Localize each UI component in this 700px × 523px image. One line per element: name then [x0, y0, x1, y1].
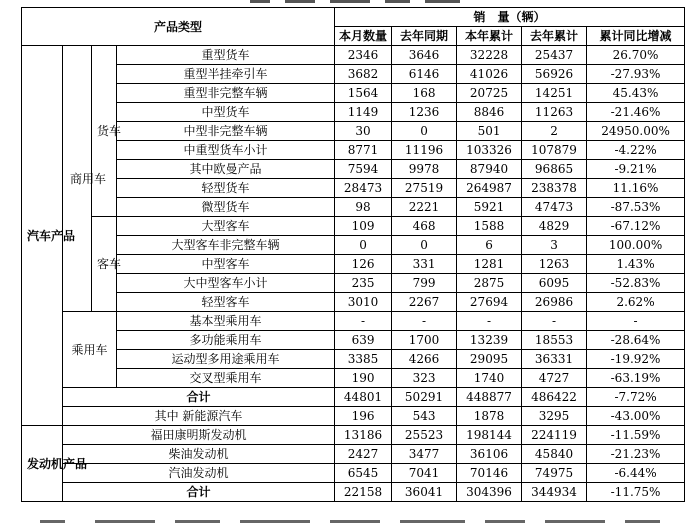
table-cell-value: -28.64% — [587, 331, 685, 350]
row-label: 中型货车 — [117, 103, 335, 122]
table-cell-value: 3477 — [392, 445, 457, 464]
row-label: 中型客车 — [117, 255, 335, 274]
table-cell-value: 8846 — [457, 103, 522, 122]
table-cell-value: 1281 — [457, 255, 522, 274]
table-row — [22, 141, 685, 160]
table-cell-value: 2267 — [392, 293, 457, 312]
table-cell-value: 11263 — [522, 103, 587, 122]
table-cell-value: 3010 — [335, 293, 392, 312]
table-cell-value: 22158 — [335, 483, 392, 502]
table-cell-value: 87940 — [457, 160, 522, 179]
table-cell-value: 304396 — [457, 483, 522, 502]
row-label: 汽油发动机 — [63, 464, 335, 483]
table-cell-value: 0 — [335, 236, 392, 255]
product-type-header: 产品类型 — [22, 8, 335, 46]
table-cell-value: 3385 — [335, 350, 392, 369]
table-cell-value: 107879 — [522, 141, 587, 160]
table-cell-value: 56926 — [522, 65, 587, 84]
table-cell-value: 26.70% — [587, 46, 685, 65]
row-label: 重型非完整车辆 — [117, 84, 335, 103]
col-header-ytd: 本年累计 — [457, 27, 522, 46]
table-cell-value: 36331 — [522, 350, 587, 369]
table-cell-value: 238378 — [522, 179, 587, 198]
table-cell-value: 198144 — [457, 426, 522, 445]
table-cell-value: 5921 — [457, 198, 522, 217]
row-label-new-energy: 其中 新能源汽车 — [63, 407, 335, 426]
table-cell-value: 45840 — [522, 445, 587, 464]
table-cell-value: 448877 — [457, 388, 522, 407]
table-cell-value: -6.44% — [587, 464, 685, 483]
sales-volume-table — [21, 7, 685, 502]
table-cell-value: 1700 — [392, 331, 457, 350]
table-cell-value: 1236 — [392, 103, 457, 122]
row-label: 柴油发动机 — [63, 445, 335, 464]
table-cell-value: 799 — [392, 274, 457, 293]
table-cell-value: -7.72% — [587, 388, 685, 407]
table-cell-value: 7594 — [335, 160, 392, 179]
group-trucks: 货车 — [92, 46, 117, 217]
table-cell-value: 8771 — [335, 141, 392, 160]
table-cell-value: 100.00% — [587, 236, 685, 255]
table-cell-value: -11.75% — [587, 483, 685, 502]
group-commercial-vehicles: 商用车 — [63, 46, 92, 312]
row-label: 轻型客车 — [117, 293, 335, 312]
table-cell-value: 3 — [522, 236, 587, 255]
group-buses: 客车 — [92, 217, 117, 312]
table-cell-value: 11.16% — [587, 179, 685, 198]
table-cell-value: 27694 — [457, 293, 522, 312]
table-cell-value: 25437 — [522, 46, 587, 65]
table-cell-value: -4.22% — [587, 141, 685, 160]
table-cell-value: -27.93% — [587, 65, 685, 84]
table-cell-value: -21.46% — [587, 103, 685, 122]
table-cell-value: 331 — [392, 255, 457, 274]
table-cell-value: 1588 — [457, 217, 522, 236]
table-cell-value: 4727 — [522, 369, 587, 388]
table-cell-value: 0 — [392, 236, 457, 255]
table-cell-value: 41026 — [457, 65, 522, 84]
table-cell-value: 323 — [392, 369, 457, 388]
table-cell-value: 4829 — [522, 217, 587, 236]
table-cell-value: 1149 — [335, 103, 392, 122]
table-cell-value: 70146 — [457, 464, 522, 483]
row-label: 重型半挂牵引车 — [117, 65, 335, 84]
table-cell-value: 30 — [335, 122, 392, 141]
table-cell-value: 264987 — [457, 179, 522, 198]
table-cell-value: 25523 — [392, 426, 457, 445]
table-cell-value: -43.00% — [587, 407, 685, 426]
table-row — [22, 407, 685, 426]
table-cell-value: 28473 — [335, 179, 392, 198]
row-label: 交叉型乘用车 — [117, 369, 335, 388]
table-cell-value: 11196 — [392, 141, 457, 160]
row-label: 基本型乘用车 — [117, 312, 335, 331]
row-label: 运动型多用途乘用车 — [117, 350, 335, 369]
table-cell-value: 543 — [392, 407, 457, 426]
table-cell-value: - — [392, 312, 457, 331]
table-row-total — [22, 388, 685, 407]
table-row — [22, 312, 685, 331]
table-cell-value: 4266 — [392, 350, 457, 369]
table-cell-value: 1740 — [457, 369, 522, 388]
row-label: 大型客车非完整车辆 — [117, 236, 335, 255]
table-cell-value: - — [335, 312, 392, 331]
table-cell-value: -63.19% — [587, 369, 685, 388]
table-cell-value: 36041 — [392, 483, 457, 502]
table-cell-value: 2.62% — [587, 293, 685, 312]
table-row — [22, 84, 685, 103]
table-cell-value: 96865 — [522, 160, 587, 179]
col-header-last-ytd: 去年累计 — [522, 27, 587, 46]
table-cell-value: 6095 — [522, 274, 587, 293]
table-row — [22, 198, 685, 217]
table-row — [22, 293, 685, 312]
row-label: 其中欧曼产品 — [117, 160, 335, 179]
col-header-month: 本月数量 — [335, 27, 392, 46]
table-row — [22, 464, 685, 483]
table-cell-value: - — [457, 312, 522, 331]
table-cell-value: 98 — [335, 198, 392, 217]
table-cell-value: 2875 — [457, 274, 522, 293]
table-row — [22, 160, 685, 179]
table-cell-value: - — [587, 312, 685, 331]
row-label: 大中型客车小计 — [117, 274, 335, 293]
group-passenger-vehicles: 乘用车 — [63, 312, 117, 388]
table-cell-value: 486422 — [522, 388, 587, 407]
cropped-text-above — [0, 0, 700, 6]
table-cell-value: 29095 — [457, 350, 522, 369]
table-cell-value: - — [522, 312, 587, 331]
table-cell-value: 126 — [335, 255, 392, 274]
table-cell-value: 26986 — [522, 293, 587, 312]
table-row — [22, 274, 685, 293]
table-cell-value: 109 — [335, 217, 392, 236]
table-row — [22, 65, 685, 84]
table-cell-value: 468 — [392, 217, 457, 236]
table-cell-value: 32228 — [457, 46, 522, 65]
table-cell-value: 3682 — [335, 65, 392, 84]
table-row — [22, 236, 685, 255]
sales-volume-header: 销 量（辆） — [335, 8, 685, 27]
table-cell-value: -19.92% — [587, 350, 685, 369]
cropped-text-below — [0, 517, 700, 523]
table-cell-value: 344934 — [522, 483, 587, 502]
row-label: 轻型货车 — [117, 179, 335, 198]
table-cell-value: 639 — [335, 331, 392, 350]
table-cell-value: 1878 — [457, 407, 522, 426]
table-cell-value: 2427 — [335, 445, 392, 464]
table-cell-value: 74975 — [522, 464, 587, 483]
table-cell-value: -21.23% — [587, 445, 685, 464]
table-cell-value: 44801 — [335, 388, 392, 407]
table-cell-value: 45.43% — [587, 84, 685, 103]
table-cell-value: 190 — [335, 369, 392, 388]
row-label: 多功能乘用车 — [117, 331, 335, 350]
table-cell-value: 14251 — [522, 84, 587, 103]
row-label: 中型非完整车辆 — [117, 122, 335, 141]
table-cell-value: 1263 — [522, 255, 587, 274]
table-cell-value: 168 — [392, 84, 457, 103]
group-auto-products: 汽车产品 — [22, 46, 63, 426]
row-label: 福田康明斯发动机 — [63, 426, 335, 445]
table-cell-value: 3646 — [392, 46, 457, 65]
table-cell-value: 7041 — [392, 464, 457, 483]
table-cell-value: 2 — [522, 122, 587, 141]
table-row — [22, 369, 685, 388]
table-cell-value: -67.12% — [587, 217, 685, 236]
table-cell-value: 196 — [335, 407, 392, 426]
table-cell-value: 47473 — [522, 198, 587, 217]
col-header-last-year-month: 去年同期 — [392, 27, 457, 46]
row-label: 中重型货车小计 — [117, 141, 335, 160]
group-engine-products: 发动机产品 — [22, 426, 63, 502]
table-cell-value: 2346 — [335, 46, 392, 65]
table-cell-value: 6146 — [392, 65, 457, 84]
col-header-yoy-change: 累计同比增减 — [587, 27, 685, 46]
table-row — [22, 331, 685, 350]
table-cell-value: 27519 — [392, 179, 457, 198]
table-cell-value: 18553 — [522, 331, 587, 350]
table-cell-value: 6 — [457, 236, 522, 255]
table-cell-value: 103326 — [457, 141, 522, 160]
table-cell-value: 1564 — [335, 84, 392, 103]
table-cell-value: 6545 — [335, 464, 392, 483]
table-cell-value: 9978 — [392, 160, 457, 179]
table-cell-value: 0 — [392, 122, 457, 141]
table-row — [22, 217, 685, 236]
row-label: 重型货车 — [117, 46, 335, 65]
table-cell-value: 235 — [335, 274, 392, 293]
table-cell-value: 20725 — [457, 84, 522, 103]
table-cell-value: -87.53% — [587, 198, 685, 217]
table-cell-value: 224119 — [522, 426, 587, 445]
table-cell-value: 3295 — [522, 407, 587, 426]
table-row — [22, 103, 685, 122]
row-label-total: 合计 — [63, 483, 335, 502]
table-cell-value: -11.59% — [587, 426, 685, 445]
table-row — [22, 179, 685, 198]
table-cell-value: 50291 — [392, 388, 457, 407]
table-cell-value: 501 — [457, 122, 522, 141]
table-cell-value: -52.83% — [587, 274, 685, 293]
table-cell-value: 2221 — [392, 198, 457, 217]
table-cell-value: 13186 — [335, 426, 392, 445]
table-row — [22, 445, 685, 464]
table-row — [22, 46, 685, 65]
row-label: 大型客车 — [117, 217, 335, 236]
table-cell-value: -9.21% — [587, 160, 685, 179]
table-row — [22, 350, 685, 369]
table-cell-value: 36106 — [457, 445, 522, 464]
table-cell-value: 1.43% — [587, 255, 685, 274]
header-row-1 — [22, 8, 685, 27]
table-cell-value: 24950.00% — [587, 122, 685, 141]
row-label: 微型货车 — [117, 198, 335, 217]
table-row-total — [22, 483, 685, 502]
table-row — [22, 426, 685, 445]
row-label-total: 合计 — [63, 388, 335, 407]
table-cell-value: 13239 — [457, 331, 522, 350]
